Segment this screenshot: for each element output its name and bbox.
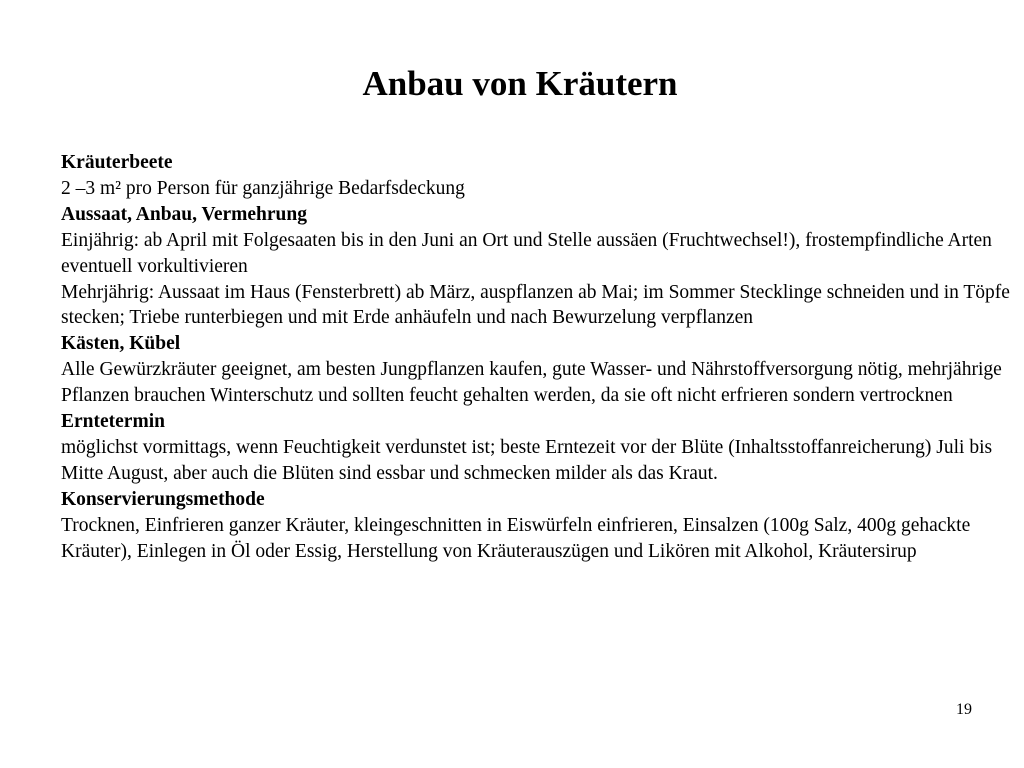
paragraph-mehrjaehrig: Mehrjährig: Aussaat im Haus (Fensterbrett) ab März, auspflanzen ab Mai; im Sommer Stecklinge schneiden und in Töpfe stecken; Triebe runterbiegen und mit Erde anhäufeln und nach Bewurzelung verpflanzen	[61, 281, 1010, 329]
slide-title: Anbau von Kräutern	[362, 64, 678, 103]
paragraph-einjaehrig: Einjährig: ab April mit Folgesaaten bis in den Juni an Ort und Stelle aussäen (Fruchtwechsel!), frostempfindliche Arten eventuell vorkultivieren	[61, 229, 992, 277]
heading-kaesten-kuebel: Kästen, Kübel	[61, 333, 181, 355]
paragraph-ernte: möglichst vormittags, wenn Feuchtigkeit verdunstet ist; beste Erntezeit vor der Blüte (Inhaltsstoffanreicherung) Juli bis Mitte August, aber auch die Blüten sind essbar und schmecken milder als das Kraut.	[61, 436, 993, 484]
heading-aussaat: Aussaat, Anbau, Vermehrung	[61, 203, 307, 225]
heading-kraeuterbeete: Kräuterbeete	[61, 152, 173, 173]
paragraph-gewuerzkraeuter: Alle Gewürzkräuter geeignet, am besten Jungpflanzen kaufen, gute Wasser- und Nährstoffversorgung nötig, mehrjährige Pflanzen brauchen Winterschutz und sollten feucht gehalten werden, da sie oft nicht erfrieren sondern vertrocknen	[61, 359, 1002, 407]
heading-erntetermin: Erntetermin	[61, 411, 165, 433]
paragraph-bedarfsdeckung: 2 –3 m² pro Person für ganzjährige Bedarfsdeckung	[61, 177, 465, 199]
slide-body	[61, 150, 1011, 565]
paragraph-konservierung: Trocknen, Einfrieren ganzer Kräuter, kleingeschnitten in Eiswürfeln einfrieren, Einsalzen (100g Salz, 400g gehackte Kräuter), Einlegen in Öl oder Essig, Herstellung von Kräuterauszügen und Likören mit Alkohol, Kräutersirup	[61, 514, 971, 562]
page-number: 19	[956, 701, 972, 718]
heading-konservierung: Konservierungsmethode	[61, 488, 265, 510]
